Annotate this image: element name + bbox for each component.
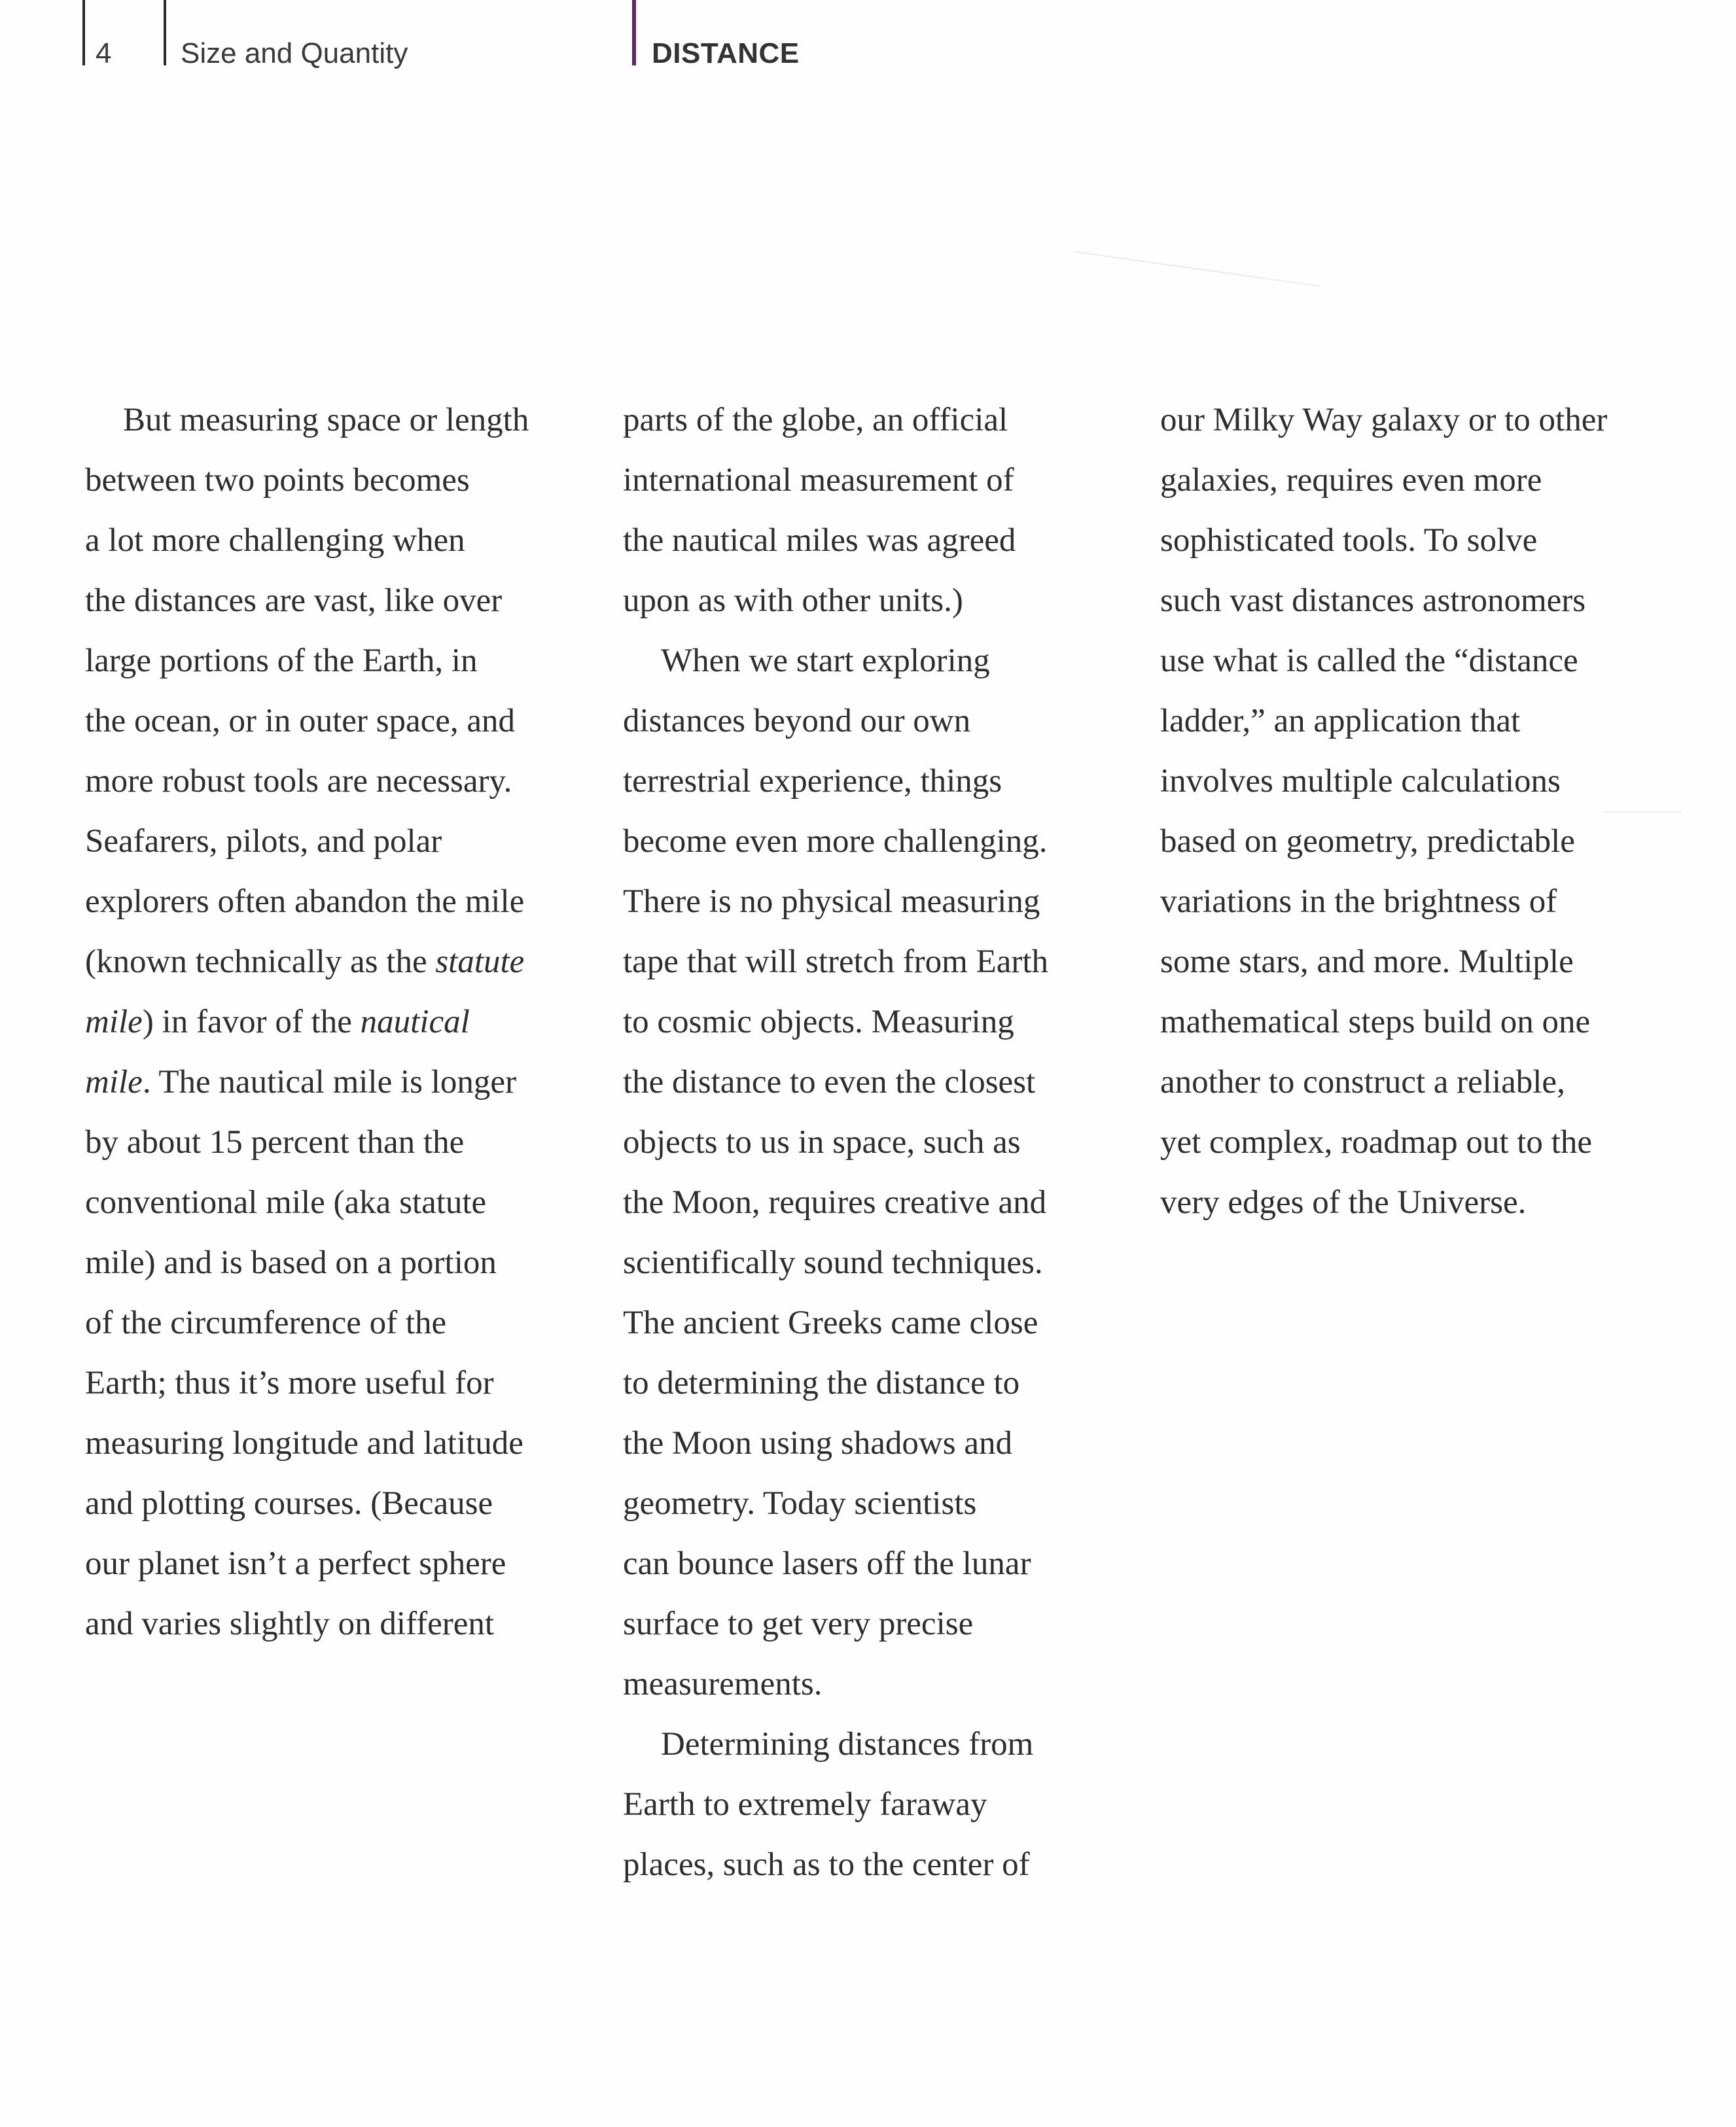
- text-line: the distances are vast, like over: [85, 582, 503, 619]
- paragraph: [85, 390, 595, 1654]
- text-column-1: [85, 390, 595, 1654]
- paragraph: [623, 631, 1127, 1714]
- text-line: [85, 932, 595, 992]
- text-line: to determining the distance to: [623, 1365, 1020, 1401]
- text-line: the Moon, requires creative and: [623, 1184, 1047, 1221]
- paragraph: [1160, 390, 1671, 1233]
- text-line: tape that will stretch from Earth: [623, 943, 1049, 980]
- text-line: more robust tools are necessary.: [85, 763, 512, 800]
- text-line: large portions of the Earth, in: [85, 642, 478, 679]
- text-line: use what is called the “distance: [1160, 642, 1578, 679]
- text-line: the distance to even the closest: [623, 1064, 1036, 1100]
- text-line: of the circumference of the: [85, 1305, 447, 1341]
- text-line: involves multiple calculations: [1160, 763, 1561, 800]
- text-line: by about 15 percent than the: [85, 1124, 465, 1161]
- italic-term: mile: [85, 1004, 143, 1040]
- text-line: very edges of the Universe.: [1160, 1184, 1527, 1221]
- text-line: Earth; thus it’s more useful for: [85, 1365, 494, 1401]
- text-line: surface to get very precise: [623, 1606, 974, 1642]
- text-line: explorers often abandon the mile: [85, 883, 525, 920]
- text-line: between two points becomes: [85, 462, 470, 499]
- text-line: mathematical steps build on one: [1160, 1004, 1591, 1040]
- text-line: yet complex, roadmap out to the: [1160, 1124, 1592, 1161]
- italic-term: mile: [85, 1064, 143, 1100]
- text-run: (known technically as the: [85, 943, 436, 980]
- text-line: Determining distances from: [661, 1726, 1034, 1763]
- text-line: become even more challenging.: [623, 823, 1048, 860]
- text-line: But measuring space or length: [123, 402, 529, 438]
- text-line: mile) and is based on a portion: [85, 1244, 497, 1281]
- text-line: some stars, and more. Multiple: [1160, 943, 1574, 980]
- text-line: the ocean, or in outer space, and: [85, 703, 516, 739]
- paragraph: [623, 1714, 1127, 1895]
- text-line: can bounce lasers off the lunar: [623, 1545, 1031, 1582]
- text-line: our planet isn’t a perfect sphere: [85, 1545, 506, 1582]
- text-line: [85, 992, 595, 1052]
- text-line: Earth to extremely faraway: [623, 1786, 987, 1823]
- text-line: [85, 1052, 595, 1112]
- text-line: to cosmic objects. Measuring: [623, 1004, 1014, 1040]
- text-line: and plotting courses. (Because: [85, 1485, 493, 1522]
- text-column-2: [623, 390, 1127, 1895]
- text-line: Seafarers, pilots, and polar: [85, 823, 442, 860]
- text-line: the nautical miles was agreed: [623, 522, 1016, 559]
- italic-term: statute: [435, 943, 525, 980]
- text-line: distances beyond our own: [623, 703, 971, 739]
- text-line: terrestrial experience, things: [623, 763, 1002, 800]
- text-line: another to construct a reliable,: [1160, 1064, 1565, 1100]
- header-rule-middle: [164, 0, 166, 65]
- chapter-title: DISTANCE: [652, 37, 800, 69]
- text-line: objects to us in space, such as: [623, 1124, 1021, 1161]
- scan-mark: [1074, 251, 1321, 287]
- text-line: There is no physical measuring: [623, 883, 1040, 920]
- text-line: The ancient Greeks came close: [623, 1305, 1038, 1341]
- page-number: 4: [96, 37, 112, 69]
- text-line: variations in the brightness of: [1160, 883, 1557, 920]
- text-run: . The nautical mile is longer: [142, 1064, 517, 1100]
- text-line: international measurement of: [623, 462, 1014, 499]
- text-line: our Milky Way galaxy or to other: [1160, 402, 1608, 438]
- text-line: based on geometry, predictable: [1160, 823, 1575, 860]
- italic-term: nautical: [360, 1004, 470, 1040]
- paragraph: [623, 390, 1127, 631]
- header-rule-accent: [632, 0, 636, 65]
- text-line: a lot more challenging when: [85, 522, 465, 559]
- text-line: scientifically sound techniques.: [623, 1244, 1043, 1281]
- text-line: parts of the globe, an official: [623, 402, 1008, 438]
- text-line: measuring longitude and latitude: [85, 1425, 523, 1462]
- text-line: the Moon using shadows and: [623, 1425, 1012, 1462]
- text-line: places, such as to the center of: [623, 1846, 1030, 1883]
- text-line: upon as with other units.): [623, 582, 963, 619]
- text-line: such vast distances astronomers: [1160, 582, 1586, 619]
- text-line: galaxies, requires even more: [1160, 462, 1542, 499]
- text-line: and varies slightly on different: [85, 1606, 495, 1642]
- header-rule-left: [82, 0, 85, 65]
- text-line: sophisticated tools. To solve: [1160, 522, 1538, 559]
- section-title: Size and Quantity: [181, 37, 408, 69]
- text-column-3: [1160, 390, 1671, 1233]
- text-line: conventional mile (aka statute: [85, 1184, 487, 1221]
- text-line: ladder,” an application that: [1160, 703, 1521, 739]
- text-line: When we start exploring: [661, 642, 990, 679]
- text-line: geometry. Today scientists: [623, 1485, 977, 1522]
- text-line: measurements.: [623, 1666, 823, 1702]
- text-run: ) in favor of the: [142, 1004, 361, 1040]
